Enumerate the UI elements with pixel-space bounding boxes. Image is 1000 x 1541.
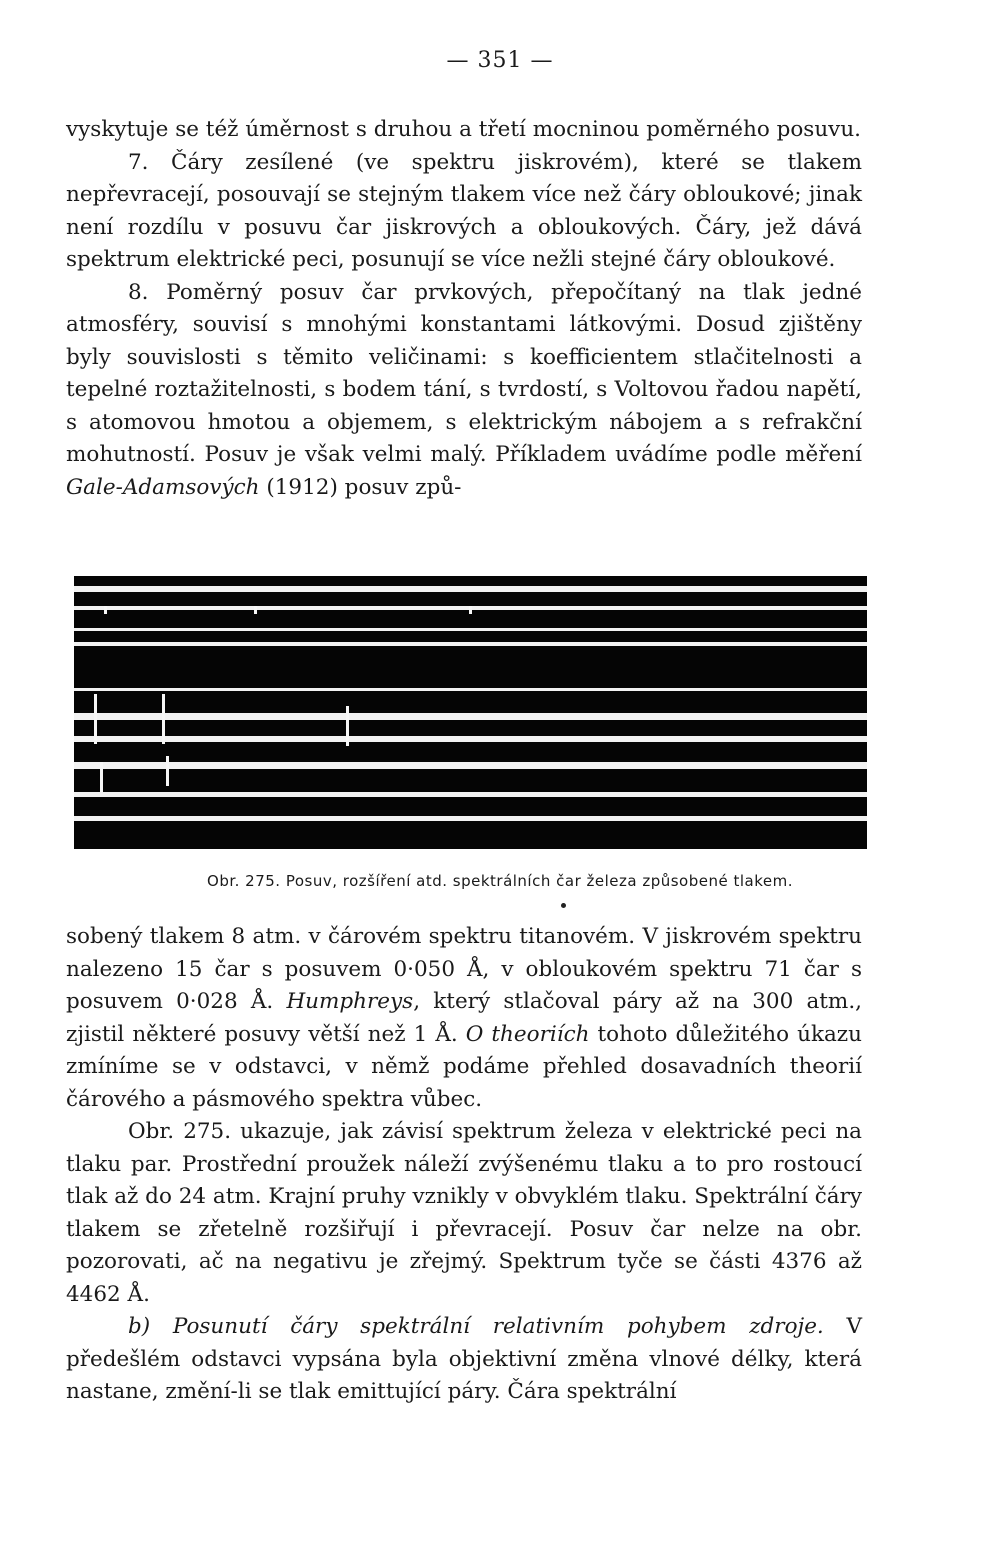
spectrum-stripe (74, 792, 867, 797)
spectrum-figure (74, 576, 867, 849)
page-number: — 351 — (446, 48, 554, 73)
figure-caption: Obr. 275. Posuv, rozšíření atd. spektrálních čar železa způsobené tlakem. (207, 872, 793, 890)
spectral-line (166, 756, 169, 786)
paragraph-1: vyskytuje se též úměrnost s druhou a třetí mocninou poměrného posuvu. (66, 117, 862, 142)
paragraph-8-continued: sobený tlakem 8 atm. v čárovém spektru titanovém. V jiskrovém spektru nalezeno 15 čar s posuvem 0·050 Å, v obloukovém spektru 71 čar s posuvem 0·028 Å. Humphreys, který stlačoval páry až na 300 atm., zjistil některé posuvy větší než 1 Å. O theoriích tohoto důležitého úkazu zmíníme se v odstavci, v němž podáme přehled dosavadních theorií čárového a pásmového spektra vůbec. (66, 924, 862, 1112)
spectrum-stripe (74, 628, 867, 631)
spectral-line (469, 606, 472, 614)
paragraph-7: 7. Čáry zesílené (ve spektru jiskrovém), které se tlakem nepřevracejí, posouvají se stejným tlakem více než čáry obloukové; jinak není rozdílu v posuvu čar jiskrových a obloukových. Čáry, jež dává spektrum elektrické peci, posunují se více nežli stejné čáry obloukové. (66, 149, 862, 272)
spectral-line (162, 694, 165, 744)
spectral-line (346, 706, 349, 746)
text-bottom (66, 921, 862, 1409)
spectrum-stripe (74, 713, 867, 720)
text-top (66, 114, 862, 504)
spectrum-stripe (74, 816, 867, 821)
spectrum-stripe (74, 642, 867, 646)
spectrum-stripe (74, 688, 867, 691)
spectral-line (104, 606, 107, 614)
spectrum-stripe (74, 586, 867, 592)
spectral-line (254, 606, 257, 614)
print-speck (561, 903, 566, 908)
spectrum-stripe (74, 736, 867, 742)
paragraph-8: 8. Poměrný posuv čar prvkových, přepočítaný na tlak jedné atmosféry, souvisí s mnohými konstantami látkovými. Dosud zjištěny byly souvislosti s těmito veličinami: s koefficientem stlačitelnosti a tepelné roztažitelnosti, s bodem tání, s tvrdostí, s Voltovou řadou napětí, s atomovou hmotou a objemem, s elektrickým nábojem a s refrakční mohutností. Posuv je však velmi malý. Příkladem uvádíme podle měření Gale-Adamsových (1912) posuv způ- (66, 279, 862, 500)
spectral-line (94, 694, 97, 744)
paragraph-b: b) Posunutí čáry spektrální relativním pohybem zdroje. V předešlém odstavci vypsána byla objektivní změna vlnové délky, která nastane, změní-li se tlak emittující páry. Čára spektrální (66, 1314, 862, 1404)
spectral-line (100, 762, 103, 792)
paragraph-obr: Obr. 275. ukazuje, jak závisí spektrum železa v elektrické peci na tlaku par. Prostřední proužek náleží zvýšenému tlaku a to pro rostoucí tlak až do 24 atm. Krajní pruhy vznikly v obvyklém tlaku. Spektrální čáry tlakem se zřetelně rozšiřují i převracejí. Posuv čar nelze na obr. pozorovati, ač na negativu je zřejmý. Spektrum tyče se části 4376 až 4462 Å. (66, 1119, 863, 1307)
spectrum-stripe (74, 762, 867, 769)
